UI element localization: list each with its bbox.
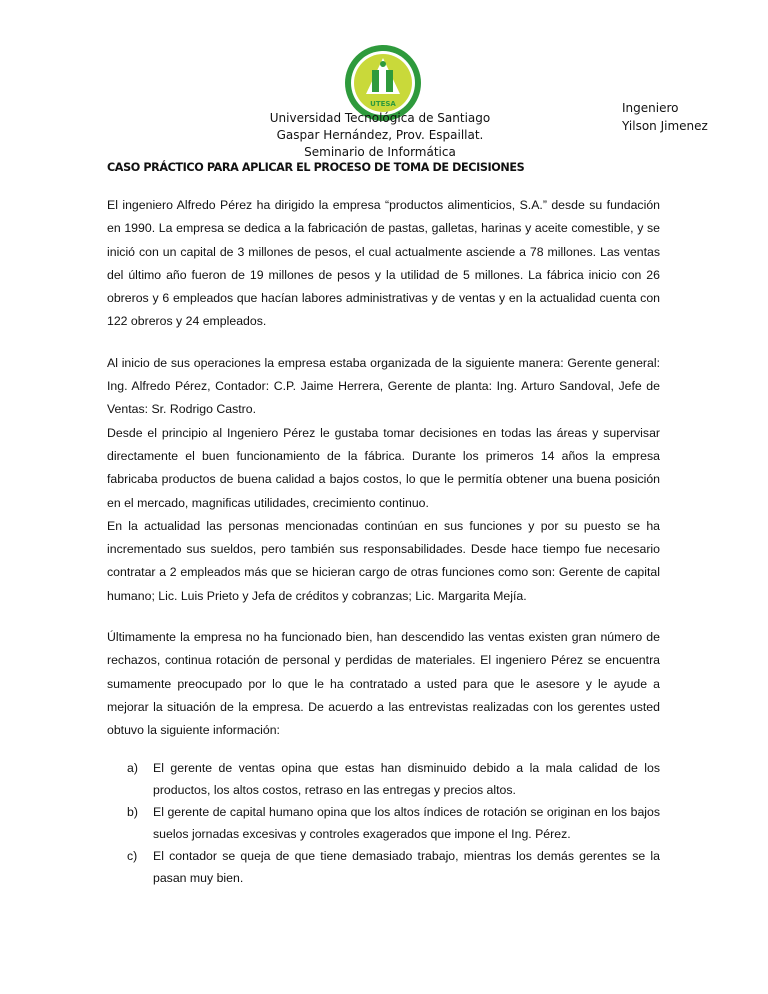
paragraph: Desde el principio al Ingeniero Pérez le gustaba tomar decisiones en todas las áreas y supervisar directamente el buen funcionamiento de la fábrica. Durante los primeros 14 años la empresa fabricaba productos de buena calidad a bajos costos, lo que le permitía obtener una buena posición en el mercado, magnificas utilidades, crecimiento continuo.	[107, 425, 660, 510]
course-name: Seminario de Informática	[304, 145, 456, 159]
list-marker: c)	[127, 848, 138, 863]
author-title: Ingeniero	[622, 101, 679, 115]
paragraph: Al inicio de sus operaciones la empresa estaba organizada de la siguiente manera: Gerente general: Ing. Alfredo Pérez, Contador: C.P. Jaime Herrera, Gerente de planta: Ing. Arturo Sandoval, Jefe de Ventas: Sr. Rodrigo Castro.	[107, 355, 660, 417]
svg-text:UTESA: UTESA	[370, 100, 396, 108]
author-block	[622, 99, 708, 135]
author-name: Yilson Jimenez	[622, 119, 708, 133]
list-item	[127, 845, 660, 889]
list-item-text: El gerente de ventas opina que estas han disminuido debido a la mala calidad de los productos, los altos costos, retraso en las entregas y precios altos.	[153, 760, 660, 797]
paragraph: El ingeniero Alfredo Pérez ha dirigido la empresa “productos alimenticios, S.A.” desde su fundación en 1990. La empresa se dedica a la fabricación de pastas, galletas, harinas y aceite comestible, y se inició con un capital de 3 millones de pesos, el cual actualmente asciende a 78 millones. Las ventas del último año fueron de 19 millones de pesos y la utilidad de 5 millones. La fábrica inicio con 26 obreros y 6 empleados que hacían labores administrativas y de ventas y en la actualidad cuenta con 122 obreros y 24 empleados.	[107, 198, 660, 329]
findings-list	[107, 757, 660, 889]
list-marker: a)	[127, 760, 138, 775]
document-title: CASO PRÁCTICO PARA APLICAR EL PROCESO DE TOMA DE DECISIONES	[107, 161, 525, 174]
document-body	[107, 194, 660, 889]
list-marker: b)	[127, 804, 138, 819]
institution-header	[230, 110, 530, 161]
paragraph: En la actualidad las personas mencionadas continúan en sus funciones y por su puesto se ha incrementado sus sueldos, pero también sus responsabilidades. Desde hace tiempo fue necesario contratar a 2 empleados más que se hicieran cargo de otras funciones como son: Gerente de capital humano; Lic. Luis Prieto y Jefa de créditos y cobranzas; Lic. Margarita Mejía.	[107, 518, 660, 603]
paragraph: Últimamente la empresa no ha funcionado bien, han descendido las ventas existen gran número de rechazos, continua rotación de personal y perdidas de materiales. El ingeniero Pérez se encuentra sumamente preocupado por lo que le ha contratado a usted para que le asesore y le ayude a mejorar la situación de la empresa. De acuerdo a las entrevistas realizadas con los gerentes usted obtuvo la siguiente información:	[107, 630, 660, 738]
university-name: Universidad Tecnológica de Santiago	[269, 111, 491, 125]
list-item-text: El contador se queja de que tiene demasiado trabajo, mientras los demás gerentes se la pasan muy bien.	[153, 848, 660, 885]
list-item	[127, 757, 660, 801]
campus-location: Gaspar Hernández, Prov. Espaillat.	[276, 128, 484, 142]
list-item-text: El gerente de capital humano opina que los altos índices de rotación se originan en los bajos suelos jornadas excesivas y controles exagerados que impone el Ing. Pérez.	[153, 804, 660, 841]
list-item	[127, 801, 660, 845]
